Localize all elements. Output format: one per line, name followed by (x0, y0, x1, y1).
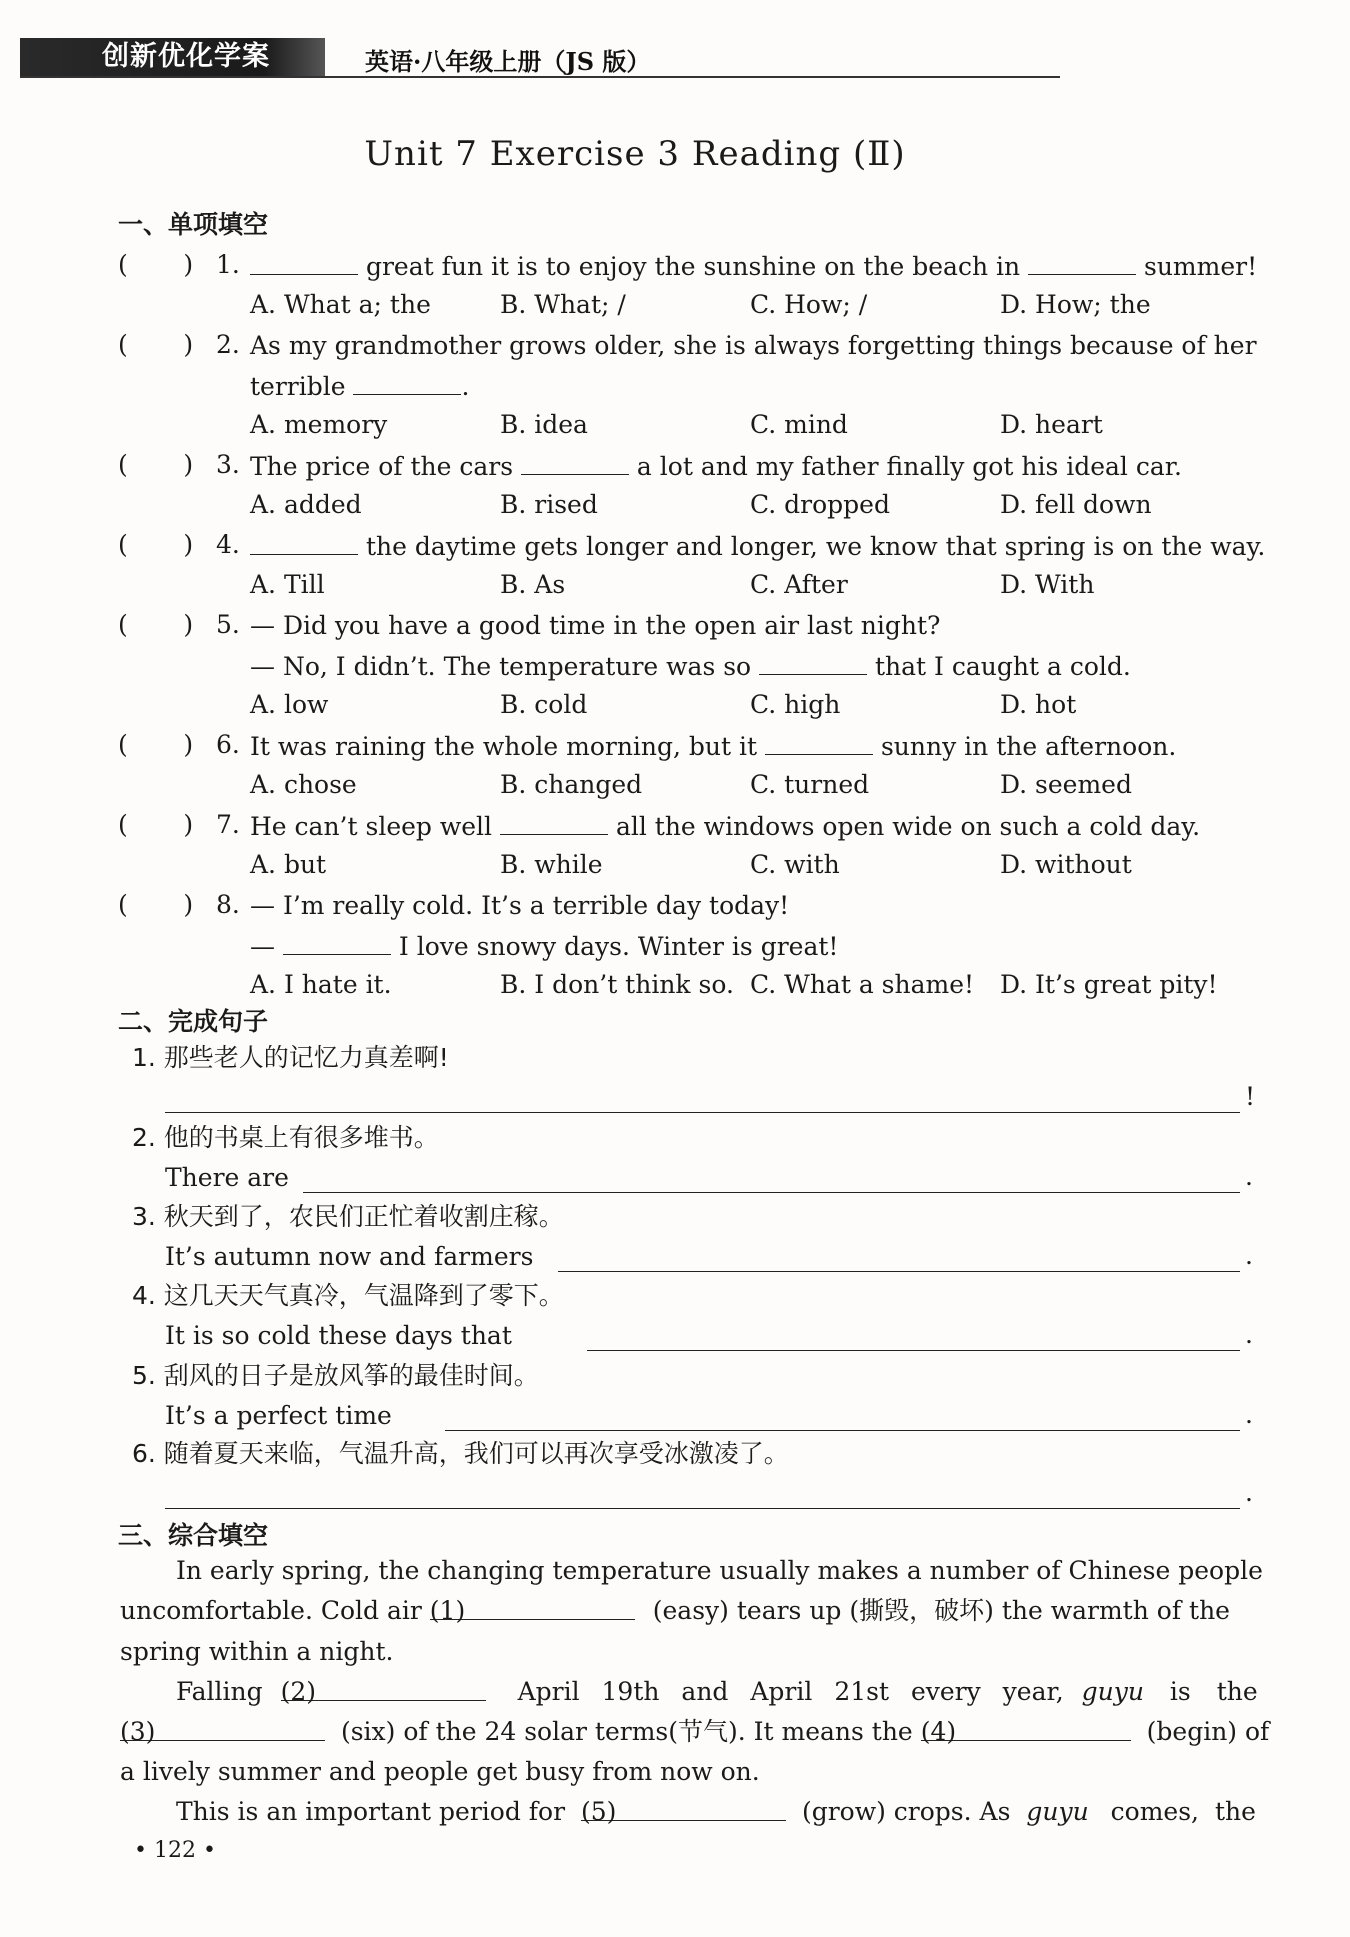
question-text: great fun it is to enjoy the sunshine on the beach in (358, 252, 1029, 281)
question-line (250, 450, 1182, 483)
passage-text: This is an important period for (176, 1797, 566, 1826)
chinese-sentence: 5. 刮风的日子是放风筝的最佳时间。 (132, 1361, 539, 1390)
end-punctuation: . (1245, 1320, 1253, 1349)
answer-line[interactable] (558, 1271, 1240, 1272)
chinese-sentence: 1. 那些老人的记忆力真差啊! (132, 1043, 449, 1072)
question-line (250, 610, 940, 642)
question-text: all the windows open wide on such a cold day. (608, 812, 1201, 841)
question-text: terrible (250, 372, 354, 401)
answer-line[interactable] (165, 1508, 1240, 1509)
question-text: He can’t sleep well (250, 812, 500, 841)
answer-blank[interactable] (500, 810, 608, 835)
option-b[interactable]: B. while (500, 850, 603, 879)
option-b[interactable]: B. cold (500, 690, 588, 719)
blank-label: (5) (580, 1797, 617, 1826)
option-b[interactable]: B. What; / (500, 290, 626, 319)
passage-text: uncomfortable. Cold air (120, 1596, 422, 1625)
passage-text: is the (1169, 1677, 1258, 1706)
passage-text: In early spring, the changing temperature usually makes a number of Chinese people (176, 1556, 1263, 1585)
page-title: Unit 7 Exercise 3 Reading (Ⅱ) (364, 134, 906, 174)
question-line (250, 250, 1257, 283)
passage-text: April 19th and April 21st every year, (517, 1677, 1064, 1706)
option-a[interactable]: A. What a; the (250, 290, 431, 319)
option-a[interactable]: A. low (250, 690, 329, 719)
passage-line-5 (120, 1716, 1270, 1748)
option-c[interactable]: C. with (750, 850, 840, 879)
option-b[interactable]: B. As (500, 570, 566, 599)
question-number: 8. (216, 890, 240, 919)
term-guyu: guyu (1081, 1677, 1144, 1706)
end-punctuation: . (1245, 1400, 1253, 1429)
answer-paren[interactable]: ( ) (118, 810, 194, 839)
answer-line[interactable] (303, 1192, 1240, 1193)
passage-line-4 (176, 1676, 1258, 1708)
question-number: 6. (216, 730, 240, 759)
answer-paren[interactable]: ( ) (118, 530, 194, 559)
option-c[interactable]: C. After (750, 570, 848, 599)
option-a[interactable]: A. memory (250, 410, 388, 439)
answer-paren[interactable]: ( ) (118, 330, 194, 359)
answer-blank[interactable] (765, 730, 873, 755)
question-line (250, 730, 1176, 763)
chinese-sentence: 2. 他的书桌上有很多堆书。 (132, 1123, 439, 1152)
option-d[interactable]: D. heart (1000, 410, 1103, 439)
question-line (250, 930, 838, 963)
blank-label: (3) (120, 1717, 156, 1746)
question-number: 2. (216, 330, 240, 359)
option-d[interactable]: D. It’s great pity! (1000, 970, 1218, 999)
option-c[interactable]: C. turned (750, 770, 870, 799)
question-number: 1. (216, 250, 240, 279)
option-d[interactable]: D. How; the (1000, 290, 1151, 319)
option-d[interactable]: D. fell down (1000, 490, 1152, 519)
passage-line-1 (176, 1555, 1263, 1587)
sentence-prompt: There are (165, 1163, 289, 1192)
passage-text: (six) of the 24 solar terms(节气). It means the (340, 1717, 913, 1746)
sentence-prompt: It’s a perfect time (165, 1401, 392, 1430)
question-text: — I’m really cold. It’s a terrible day today! (250, 891, 790, 920)
end-punctuation: . (1245, 1241, 1253, 1270)
answer-blank[interactable] (521, 450, 629, 475)
option-b[interactable]: B. changed (500, 770, 643, 799)
book-subtitle: 英语·八年级上册（JS 版） (365, 47, 651, 76)
answer-paren[interactable]: ( ) (118, 250, 194, 279)
option-b[interactable]: B. I don’t think so. (500, 970, 734, 999)
question-text: As my grandmother grows older, she is always forgetting things because of her (250, 331, 1257, 360)
question-line (250, 370, 469, 403)
option-b[interactable]: B. rised (500, 490, 598, 519)
option-a[interactable]: A. but (250, 850, 327, 879)
answer-blank[interactable] (283, 930, 391, 955)
answer-line[interactable] (587, 1350, 1240, 1351)
blank-5[interactable] (580, 1796, 786, 1826)
question-text: — No, I didn’t. The temperature was so (250, 652, 760, 681)
end-punctuation: ! (1245, 1082, 1256, 1111)
question-text: The price of the cars (250, 452, 521, 481)
answer-line[interactable] (445, 1430, 1240, 1431)
question-number: 7. (216, 810, 240, 839)
passage-text: (easy) tears up (撕毁，破坏) the warmth of the (652, 1596, 1230, 1625)
page-number: • 122 • (134, 1838, 216, 1863)
option-d[interactable]: D. With (1000, 570, 1095, 599)
header-rule (20, 76, 1060, 78)
passage-text: comes, the (1110, 1797, 1256, 1826)
section1-heading: 一、单项填空 (118, 210, 269, 239)
question-text: that I caught a cold. (867, 652, 1131, 681)
brand-title: 创新优化学案 (102, 41, 270, 72)
section2-heading: 二、完成句子 (118, 1007, 269, 1036)
question-text: sunny in the afternoon. (873, 732, 1177, 761)
option-c[interactable]: C. high (750, 690, 841, 719)
question-number: 5. (216, 610, 240, 639)
question-line (250, 650, 1131, 683)
answer-blank[interactable] (1028, 250, 1136, 275)
question-text: — (250, 932, 283, 961)
answer-blank[interactable] (759, 650, 867, 675)
question-number: 3. (216, 450, 240, 479)
chinese-sentence: 6. 随着夏天来临，气温升高，我们可以再次享受冰激凌了。 (132, 1439, 789, 1468)
option-d[interactable]: D. hot (1000, 690, 1077, 719)
question-text: — Did you have a good time in the open air last night? (250, 611, 941, 640)
blank-label: (4) (920, 1717, 957, 1746)
passage-line-2 (120, 1595, 1258, 1627)
question-text: I love snowy days. Winter is great! (390, 932, 839, 961)
question-number: 4. (216, 530, 240, 559)
option-a[interactable]: A. added (250, 490, 362, 519)
option-c[interactable]: C. dropped (750, 490, 890, 519)
question-text: summer! (1136, 252, 1258, 281)
answer-blank[interactable] (250, 530, 358, 555)
end-punctuation: . (1245, 1478, 1253, 1507)
answer-paren[interactable]: ( ) (118, 890, 194, 919)
passage-text: (begin) of (1146, 1717, 1270, 1746)
chinese-sentence: 4. 这几天天气真冷，气温降到了零下。 (132, 1281, 564, 1310)
answer-blank[interactable] (353, 370, 461, 395)
option-a[interactable]: A. chose (250, 770, 357, 799)
answer-line[interactable] (165, 1112, 1240, 1113)
end-punctuation: . (1245, 1162, 1253, 1191)
term-guyu: guyu (1026, 1797, 1089, 1826)
option-c[interactable]: C. How; / (750, 290, 868, 319)
passage-text: (grow) crops. As (801, 1797, 1011, 1826)
question-line (250, 330, 1257, 362)
option-c[interactable]: C. mind (750, 410, 848, 439)
answer-paren[interactable]: ( ) (118, 730, 194, 759)
blank-label: (1) (429, 1596, 466, 1625)
answer-paren[interactable]: ( ) (118, 610, 194, 639)
passage-line-6: a lively summer and people get busy from now on. (120, 1757, 760, 1786)
question-line (250, 530, 1265, 563)
question-line (250, 890, 789, 922)
sentence-prompt: It’s autumn now and farmers (165, 1242, 534, 1271)
question-text: the daytime gets longer and longer, we know that spring is on the way. (358, 532, 1266, 561)
chinese-sentence: 3. 秋天到了，农民们正忙着收割庄稼。 (132, 1202, 564, 1231)
option-b[interactable]: B. idea (500, 410, 588, 439)
option-d[interactable]: D. seemed (1000, 770, 1132, 799)
passage-line-3: spring within a night. (120, 1637, 394, 1666)
option-c[interactable]: C. What a shame! (750, 970, 975, 999)
blank-4[interactable] (920, 1716, 1131, 1746)
blank-2[interactable] (280, 1676, 486, 1706)
page-header (20, 38, 1060, 78)
question-line (250, 810, 1200, 843)
blank-1[interactable] (429, 1595, 635, 1625)
sentence-prompt: It is so cold these days that (165, 1321, 512, 1350)
question-text: It was raining the whole morning, but it (250, 732, 766, 761)
answer-paren[interactable]: ( ) (118, 450, 194, 479)
blank-label: (2) (280, 1677, 317, 1706)
question-text: a lot and my father finally got his ideal car. (628, 452, 1182, 481)
option-a[interactable]: A. Till (250, 570, 325, 599)
option-a[interactable]: A. I hate it. (250, 970, 392, 999)
answer-blank[interactable] (250, 250, 358, 275)
question-text: . (461, 372, 470, 401)
passage-text: Falling (176, 1677, 263, 1706)
option-d[interactable]: D. without (1000, 850, 1132, 879)
blank-3[interactable] (120, 1716, 325, 1746)
passage-line-7 (176, 1796, 1258, 1828)
section3-heading: 三、综合填空 (118, 1521, 269, 1550)
